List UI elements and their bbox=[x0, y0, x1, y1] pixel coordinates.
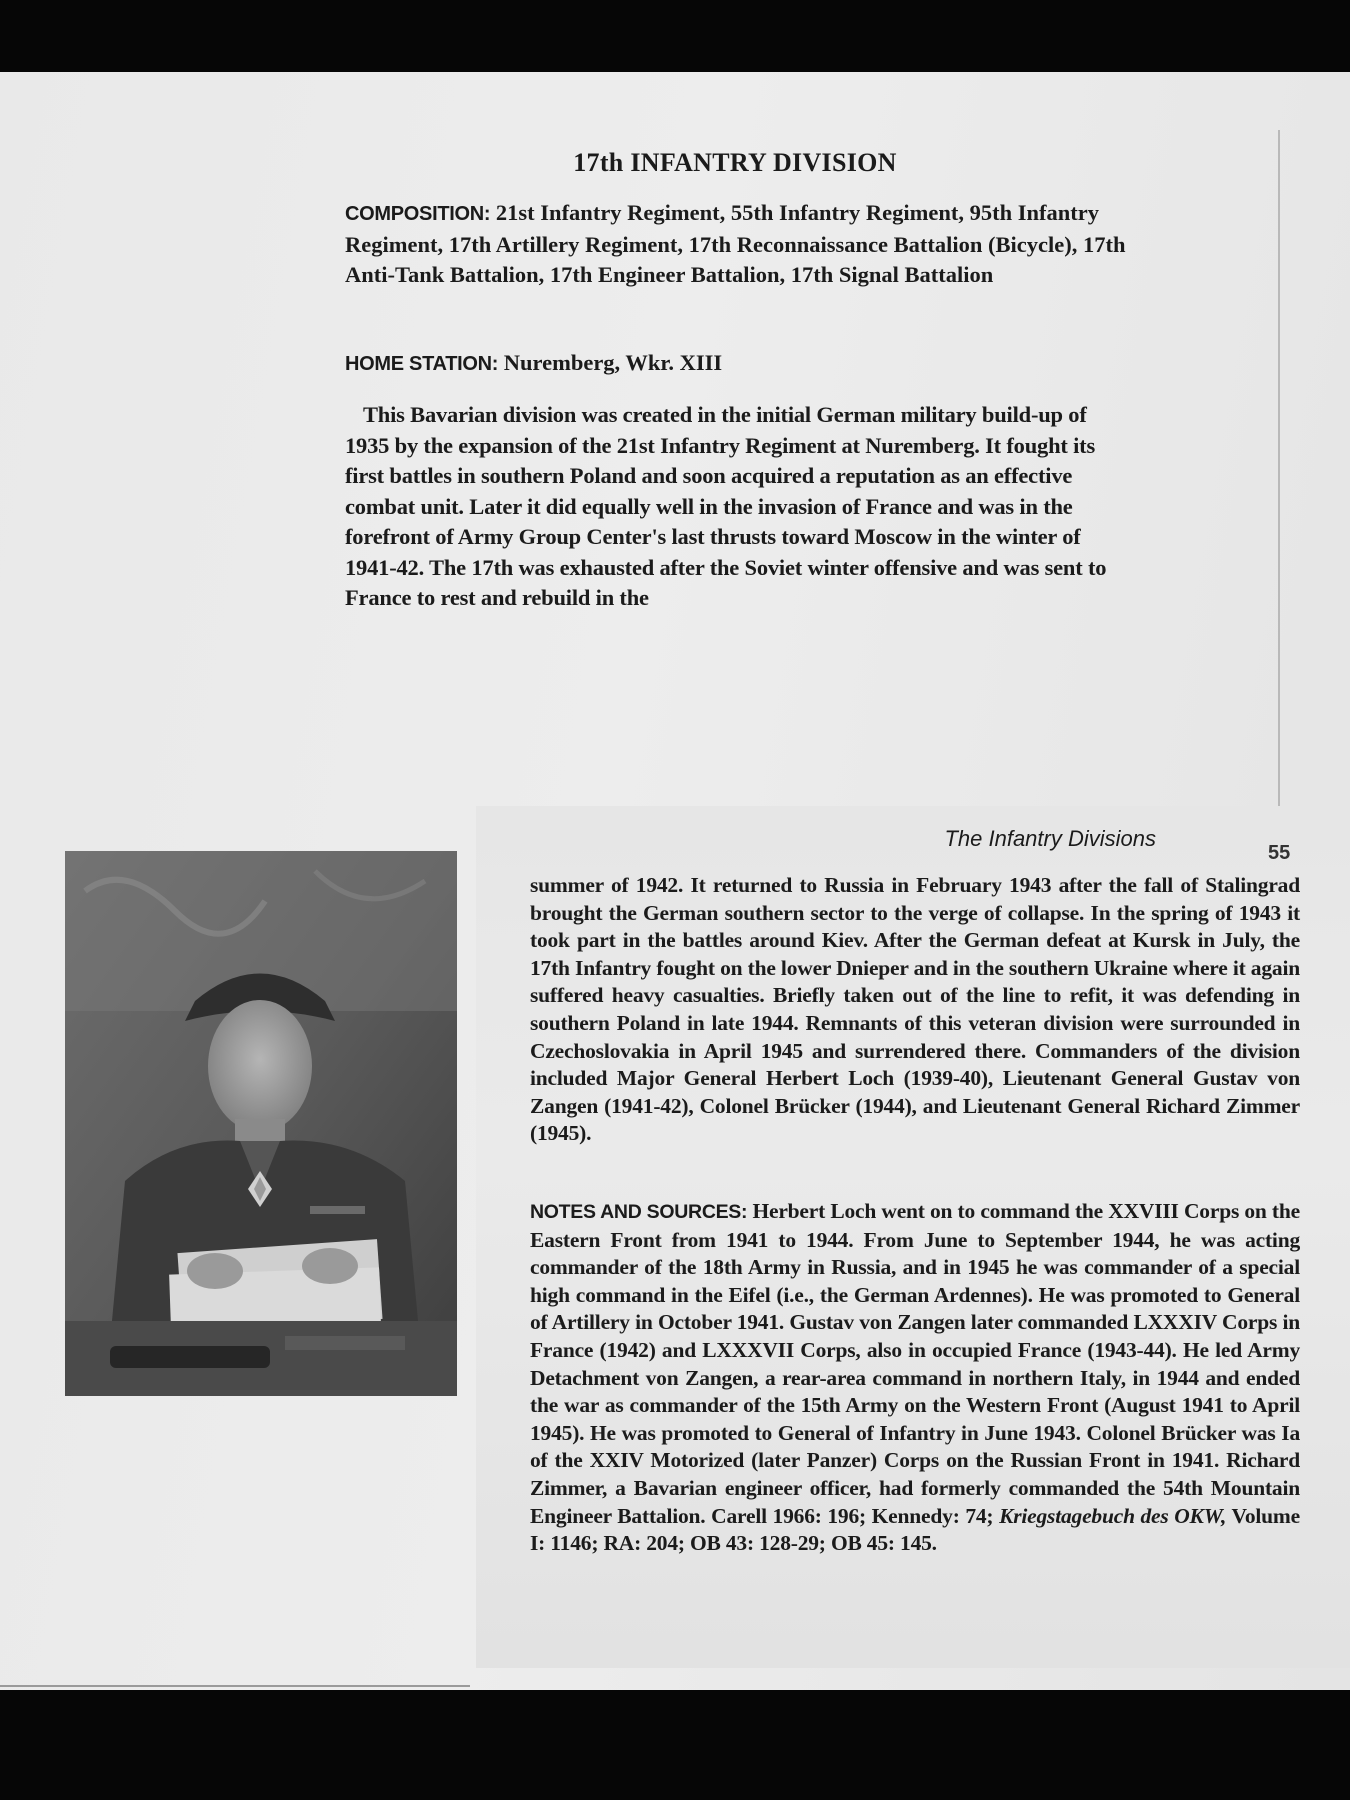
sources-italic-title: Kriegstagebuch des OKW, bbox=[999, 1503, 1227, 1528]
notes-label: NOTES AND SOURCES: bbox=[530, 1201, 748, 1223]
sources-pre: Carell 1966: 196; Kennedy: 74; bbox=[711, 1503, 994, 1528]
home-station-label: HOME STATION: bbox=[345, 353, 499, 375]
page-edge-line bbox=[1278, 130, 1280, 810]
bottom-rule bbox=[0, 1685, 470, 1687]
intro-paragraph: This Bavarian division was created in the initial German military build-up of 1935 by the expansion of the 21st Infantry Regiment at Nuremberg. It fought its first battles in southern Poland and soon acquired a reputation as an effective combat unit. Later it did equally well in the invasion of France and was in the forefront of Army Group Center's last thrusts toward Moscow in the winter of 1941-42. The 17th was exhausted after the Soviet winter offensive and was sent to France to rest and rebuild in the bbox=[345, 402, 1107, 610]
notes-paragraph bbox=[530, 1198, 1300, 1558]
sources-post: Volume I: 1146; RA: 204; OB 43: 128-29; OB 45: 145. bbox=[530, 1503, 1300, 1556]
page-number: 55 bbox=[1268, 842, 1291, 864]
commander-photo bbox=[65, 851, 457, 1396]
composition-label: COMPOSITION: bbox=[345, 203, 491, 225]
composition-paragraph bbox=[345, 198, 1130, 291]
composition-text: 21st Infantry Regiment, 55th Infantry Regiment, 95th Infantry Regiment, 17th Artillery Regiment, 17th Reconnaissance Battalion (Bicycle), 17th Anti-Tank Battalion, 17th Engineer Battalion, 17th Signal Battalion bbox=[345, 200, 1126, 287]
running-head: The Infantry Divisions bbox=[944, 826, 1156, 851]
portrait-illustration bbox=[65, 851, 457, 1396]
continued-paragraph: summer of 1942. It returned to Russia in February 1943 after the fall of Stalingrad brought the German southern sector to the verge of collapse. In the spring of 1943 it took part in the battles around Kiev. After the German defeat at Kursk in July, the 17th Infantry fought on the lower Dnieper and in the southern Ukraine where it again suffered heavy casualties. Briefly taken out of the line to refit, it was defending in southern Poland in late 1944. Remnants of this veteran division were surrounded in Czechoslovakia in April 1945 and surrendered there. Commanders of the division included Major General Herbert Loch (1939-40), Lieutenant General Gustav von Zangen (1941-42), Colonel Brücker (1944), and Lieutenant General Richard Zimmer (1945). bbox=[530, 873, 1300, 1146]
page-title: 17th INFANTRY DIVISION bbox=[573, 148, 897, 177]
notes-text: Herbert Loch went on to command the XXVIII Corps on the Eastern Front from 1941 to 1944. From June to September 1944, he was acting commander of the 18th Army in Russia, and in 1945 he was commander of a special high command in the Eifel (i.e., the German Ardennes). He was promoted to General of Artillery in October 1941. Gustav von Zangen later commanded LXXXIV Corps in France (1942) and LXXXVII Corps, also in occupied France (1943-44). He led Army Detachment von Zangen, a rear-area command in northern Italy, in 1944 and ended the war as commander of the 15th Army on the Western Front (August 1941 to April 1945). He was promoted to General of Infantry in June 1943. Colonel Brücker was Ia of the XXIV Motorized (later Panzer) Corps on the Russian Front in 1941. Richard Zimmer, a Bavarian engineer officer, had formerly commanded the 54th Mountain Engineer Battalion. bbox=[530, 1199, 1300, 1528]
home-station-text: Nuremberg, Wkr. XIII bbox=[503, 350, 723, 375]
home-station-paragraph bbox=[345, 348, 1130, 380]
